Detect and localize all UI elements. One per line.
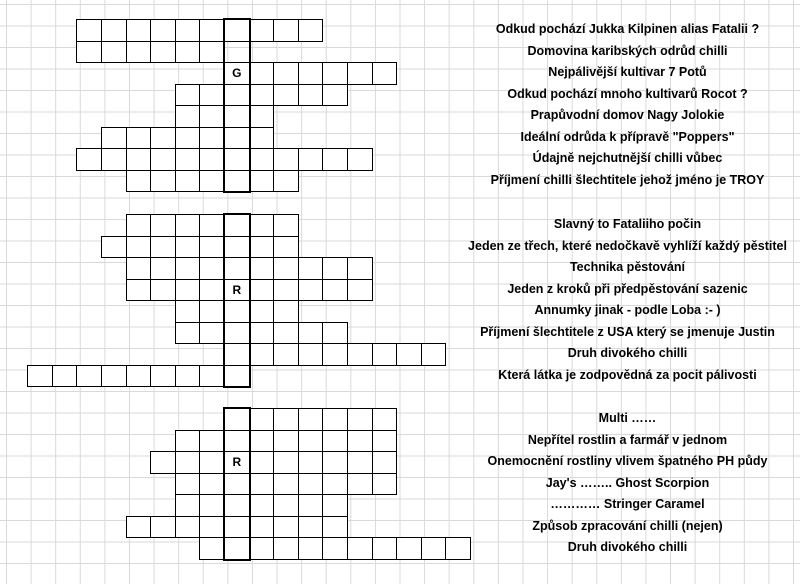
- crossword-cell[interactable]: [175, 214, 201, 237]
- crossword-cell[interactable]: [150, 516, 176, 539]
- clue-text: Jeden ze třech, které nedočkavě vyhlíží každý pěstitel: [468, 238, 787, 253]
- crossword-cell[interactable]: [273, 322, 299, 345]
- crossword-cell[interactable]: [224, 214, 250, 237]
- crossword-cell[interactable]: [101, 148, 127, 171]
- clue-text: Příjmení chilli šlechtitele jehož jméno je TROY: [490, 172, 765, 187]
- clue-text: Slavný to Fataliiho počin: [553, 217, 702, 231]
- crossword-cell[interactable]: [224, 430, 250, 453]
- crossword-cell[interactable]: [126, 516, 152, 539]
- crossword-cell[interactable]: [126, 170, 152, 193]
- crossword-cell[interactable]: [298, 451, 324, 474]
- clue-text: Odkud pochází mnoho kultivarů Rocot ?: [507, 86, 748, 101]
- clue-text: Odkud pochází Jukka Kilpinen alias Fatalii ?: [495, 22, 760, 36]
- crossword-cell[interactable]: [199, 473, 225, 496]
- crossword-cell[interactable]: [249, 127, 275, 150]
- crossword-cell[interactable]: [273, 148, 299, 171]
- crossword-cell[interactable]: [322, 343, 348, 366]
- crossword-cell[interactable]: [347, 408, 373, 431]
- crossword-cell[interactable]: [322, 322, 348, 345]
- crossword-cell[interactable]: [298, 343, 324, 366]
- crossword-cell[interactable]: [298, 322, 324, 345]
- crossword-cell[interactable]: [175, 170, 201, 193]
- clue-text: Nepřítel rostlin a farmář v jednom: [527, 432, 728, 447]
- crossword-cell[interactable]: [347, 451, 373, 474]
- crossword-cell[interactable]: [76, 148, 102, 171]
- crossword-cell[interactable]: [298, 257, 324, 280]
- crossword-cell[interactable]: [126, 365, 152, 388]
- crossword-cell[interactable]: [372, 408, 398, 431]
- crossword-cell[interactable]: [126, 127, 152, 150]
- crossword-cell[interactable]: [249, 451, 275, 474]
- crossword-cell[interactable]: R: [224, 279, 250, 302]
- crossword-cell[interactable]: [249, 257, 275, 280]
- crossword-cell[interactable]: [199, 236, 225, 259]
- crossword-cell[interactable]: [175, 473, 201, 496]
- crossword-cell[interactable]: [372, 62, 398, 85]
- crossword-cell[interactable]: [372, 473, 398, 496]
- crossword-cell[interactable]: [175, 494, 201, 517]
- crossword-cell[interactable]: [224, 494, 250, 517]
- clue-text: Způsob zpracování chilli (nejen): [532, 518, 723, 533]
- clue-text: ………… Stringer Caramel: [550, 497, 705, 511]
- crossword-cell[interactable]: [249, 279, 275, 302]
- crossword-cell[interactable]: [150, 214, 176, 237]
- crossword-cell[interactable]: [273, 343, 299, 366]
- crossword-cell[interactable]: [150, 236, 176, 259]
- crossword-cell[interactable]: [372, 343, 398, 366]
- crossword-cell[interactable]: [175, 516, 201, 539]
- crossword-cell[interactable]: [273, 408, 299, 431]
- crossword-cell[interactable]: [347, 148, 373, 171]
- clue-text: Nejpálivější kultivar 7 Potů: [548, 65, 707, 79]
- crossword-cell[interactable]: [273, 170, 299, 193]
- clue-text: Jeden z kroků při předpěstování sazenic: [507, 281, 748, 296]
- crossword-cell[interactable]: [273, 451, 299, 474]
- crossword-cell[interactable]: [396, 537, 422, 560]
- crossword-cell[interactable]: [249, 236, 275, 259]
- crossword-cell[interactable]: [199, 279, 225, 302]
- crossword-cell[interactable]: [199, 170, 225, 193]
- crossword-cell[interactable]: [150, 127, 176, 150]
- crossword-cell[interactable]: [273, 84, 299, 107]
- crossword-cell[interactable]: [322, 516, 348, 539]
- crossword-cell[interactable]: [421, 343, 447, 366]
- crossword-cell[interactable]: [126, 214, 152, 237]
- clue-text: Jay's …….. Ghost Scorpion: [545, 475, 710, 490]
- crossword-cell[interactable]: [372, 430, 398, 453]
- crossword-cell[interactable]: [273, 300, 299, 323]
- clue-text: Druh divokého chilli: [567, 346, 688, 360]
- crossword-cell[interactable]: [199, 19, 225, 42]
- crossword-cell[interactable]: [273, 62, 299, 85]
- crossword-cell[interactable]: [224, 170, 250, 193]
- crossword-cell[interactable]: [126, 279, 152, 302]
- crossword-cell[interactable]: [298, 62, 324, 85]
- crossword-cell[interactable]: [101, 127, 127, 150]
- crossword-cell[interactable]: [199, 148, 225, 171]
- crossword-cell[interactable]: [199, 494, 225, 517]
- crossword-cell[interactable]: [372, 537, 398, 560]
- crossword-cell[interactable]: [273, 516, 299, 539]
- crossword-cell[interactable]: [298, 494, 324, 517]
- clue-text: Druh divokého chilli: [567, 540, 688, 554]
- crossword-cell[interactable]: [150, 19, 176, 42]
- crossword-cell[interactable]: [101, 236, 127, 259]
- crossword-cell[interactable]: [76, 365, 102, 388]
- crossword-cell[interactable]: [199, 430, 225, 453]
- crossword-cell[interactable]: [175, 127, 201, 150]
- crossword-cell[interactable]: [224, 148, 250, 171]
- crossword-cell[interactable]: [347, 343, 373, 366]
- crossword-cell[interactable]: [322, 430, 348, 453]
- crossword-cell[interactable]: [150, 279, 176, 302]
- crossword-cell[interactable]: [175, 430, 201, 453]
- crossword-cell[interactable]: [175, 300, 201, 323]
- clue-text: Annumky jinak - podle Loba :- ): [534, 303, 721, 317]
- crossword-cell[interactable]: [224, 408, 250, 431]
- crossword-cell[interactable]: [126, 257, 152, 280]
- crossword-cell[interactable]: [199, 127, 225, 150]
- crossword-cell[interactable]: [249, 300, 275, 323]
- crossword-cell[interactable]: [76, 41, 102, 64]
- crossword-cell[interactable]: [224, 19, 250, 42]
- crossword-cell[interactable]: [150, 170, 176, 193]
- crossword-cell[interactable]: [224, 105, 250, 128]
- crossword-cell[interactable]: [273, 430, 299, 453]
- crossword-cell[interactable]: [199, 537, 225, 560]
- crossword-cell[interactable]: [175, 451, 201, 474]
- crossword-cell[interactable]: [224, 473, 250, 496]
- crossword-cell[interactable]: [150, 451, 176, 474]
- crossword-cell[interactable]: [249, 537, 275, 560]
- crossword-cell[interactable]: [249, 322, 275, 345]
- crossword-cell[interactable]: [249, 19, 275, 42]
- crossword-cell[interactable]: [224, 343, 250, 366]
- crossword-cell[interactable]: [347, 279, 373, 302]
- crossword-cell[interactable]: [199, 41, 225, 64]
- crossword-cell[interactable]: [199, 300, 225, 323]
- crossword-cell[interactable]: [322, 62, 348, 85]
- crossword-cell[interactable]: [249, 62, 275, 85]
- crossword-cell[interactable]: [322, 473, 348, 496]
- crossword-cell[interactable]: G: [224, 62, 250, 85]
- crossword-cell[interactable]: [249, 430, 275, 453]
- clue-text: Domovina karibských odrůd chilli: [527, 43, 728, 58]
- crossword-cell[interactable]: [249, 343, 275, 366]
- crossword-cell[interactable]: [347, 257, 373, 280]
- crossword-cell[interactable]: [101, 41, 127, 64]
- crossword-cell[interactable]: [273, 494, 299, 517]
- crossword-cell[interactable]: [249, 473, 275, 496]
- crossword-cell[interactable]: [347, 537, 373, 560]
- crossword-cell[interactable]: [273, 236, 299, 259]
- crossword-cell[interactable]: [224, 257, 250, 280]
- clue-text: Multi ……: [598, 411, 657, 425]
- crossword-cell[interactable]: [249, 214, 275, 237]
- crossword-cell[interactable]: [175, 365, 201, 388]
- crossword-cell[interactable]: [249, 516, 275, 539]
- crossword-cell[interactable]: [126, 148, 152, 171]
- crossword-cell[interactable]: [199, 365, 225, 388]
- crossword-cell[interactable]: [322, 84, 348, 107]
- crossword-cell[interactable]: [175, 236, 201, 259]
- crossword-cell[interactable]: [298, 84, 324, 107]
- crossword-cell[interactable]: [224, 365, 250, 388]
- crossword-cell[interactable]: [249, 84, 275, 107]
- crossword-cell[interactable]: R: [224, 451, 250, 474]
- crossword-cell[interactable]: [150, 257, 176, 280]
- crossword-cell[interactable]: [150, 365, 176, 388]
- crossword-cell[interactable]: [224, 84, 250, 107]
- crossword-cell[interactable]: [322, 537, 348, 560]
- crossword-cell[interactable]: [224, 300, 250, 323]
- crossword-cell[interactable]: [150, 148, 176, 171]
- crossword-cell[interactable]: [27, 365, 53, 388]
- crossword-cell[interactable]: [273, 473, 299, 496]
- crossword-cell[interactable]: [175, 84, 201, 107]
- crossword-cell[interactable]: [224, 127, 250, 150]
- crossword-cell[interactable]: [322, 257, 348, 280]
- crossword-cell[interactable]: [347, 62, 373, 85]
- crossword-cell[interactable]: [298, 516, 324, 539]
- crossword-cell[interactable]: [322, 148, 348, 171]
- crossword-cell[interactable]: [199, 105, 225, 128]
- crossword-cell[interactable]: [298, 279, 324, 302]
- crossword-cell[interactable]: [421, 537, 447, 560]
- crossword-cell[interactable]: [249, 148, 275, 171]
- crossword-cell[interactable]: [273, 214, 299, 237]
- crossword-cell[interactable]: [249, 408, 275, 431]
- crossword-cell[interactable]: [322, 494, 348, 517]
- crossword-cell[interactable]: [224, 322, 250, 345]
- crossword-cell[interactable]: [273, 537, 299, 560]
- crossword-cell[interactable]: [199, 451, 225, 474]
- crossword-cell[interactable]: [199, 84, 225, 107]
- crossword-cell[interactable]: [322, 279, 348, 302]
- clue-text: Technika pěstování: [569, 260, 686, 274]
- clue-text: Příjmení šlechtitele z USA který se jmenuje Justin: [480, 324, 775, 339]
- crossword-cell[interactable]: [347, 430, 373, 453]
- crossword-cell[interactable]: [175, 279, 201, 302]
- crossword-cell[interactable]: [396, 343, 422, 366]
- crossword-cell[interactable]: [273, 257, 299, 280]
- clue-text: Prapůvodní domov Nagy Jolokie: [530, 108, 725, 122]
- crossword-cell[interactable]: [347, 473, 373, 496]
- crossword-cell[interactable]: [249, 170, 275, 193]
- crossword-cell[interactable]: [322, 408, 348, 431]
- crossword-cell[interactable]: [224, 537, 250, 560]
- crossword-cell[interactable]: [199, 257, 225, 280]
- crossword-cell[interactable]: [322, 451, 348, 474]
- crossword-cell[interactable]: [224, 236, 250, 259]
- crossword-cell[interactable]: [101, 365, 127, 388]
- clue-text: Která látka je zodpovědná za pocit pálivosti: [498, 367, 757, 382]
- crossword-cell[interactable]: [175, 41, 201, 64]
- crossword-cell[interactable]: [273, 19, 299, 42]
- crossword-cell[interactable]: [298, 473, 324, 496]
- crossword-cell[interactable]: [298, 19, 324, 42]
- crossword-cell[interactable]: [372, 451, 398, 474]
- crossword-cell[interactable]: [101, 19, 127, 42]
- crossword-cell[interactable]: [298, 408, 324, 431]
- crossword-cell[interactable]: [199, 516, 225, 539]
- crossword-cell[interactable]: [249, 494, 275, 517]
- crossword-cell[interactable]: [150, 41, 176, 64]
- clue-text: Údajně nejchutnější chilli vůbec: [532, 151, 723, 165]
- clue-text: Ideální odrůda k přípravě "Poppers": [520, 129, 735, 144]
- crossword-cell[interactable]: [175, 148, 201, 171]
- crossword-cell[interactable]: [126, 19, 152, 42]
- crossword-cell[interactable]: [199, 214, 225, 237]
- crossword-cell[interactable]: [175, 322, 201, 345]
- crossword-cell[interactable]: [52, 365, 78, 388]
- puzzle-title: [0, 0, 1, 1]
- crossword-cell[interactable]: [175, 105, 201, 128]
- crossword-cell[interactable]: [298, 537, 324, 560]
- crossword-cell[interactable]: [175, 257, 201, 280]
- crossword-cell[interactable]: [76, 19, 102, 42]
- crossword-cell[interactable]: [298, 430, 324, 453]
- crossword-cell[interactable]: [224, 516, 250, 539]
- crossword-cell[interactable]: [199, 322, 225, 345]
- crossword-cell[interactable]: [175, 19, 201, 42]
- crossword-cell[interactable]: [298, 148, 324, 171]
- crossword-cell[interactable]: [126, 41, 152, 64]
- crossword-cell[interactable]: [126, 236, 152, 259]
- crossword-cell[interactable]: [273, 279, 299, 302]
- clue-text: Onemocnění rostliny vlivem špatného PH půdy: [487, 454, 768, 468]
- crossword-cell[interactable]: [249, 105, 275, 128]
